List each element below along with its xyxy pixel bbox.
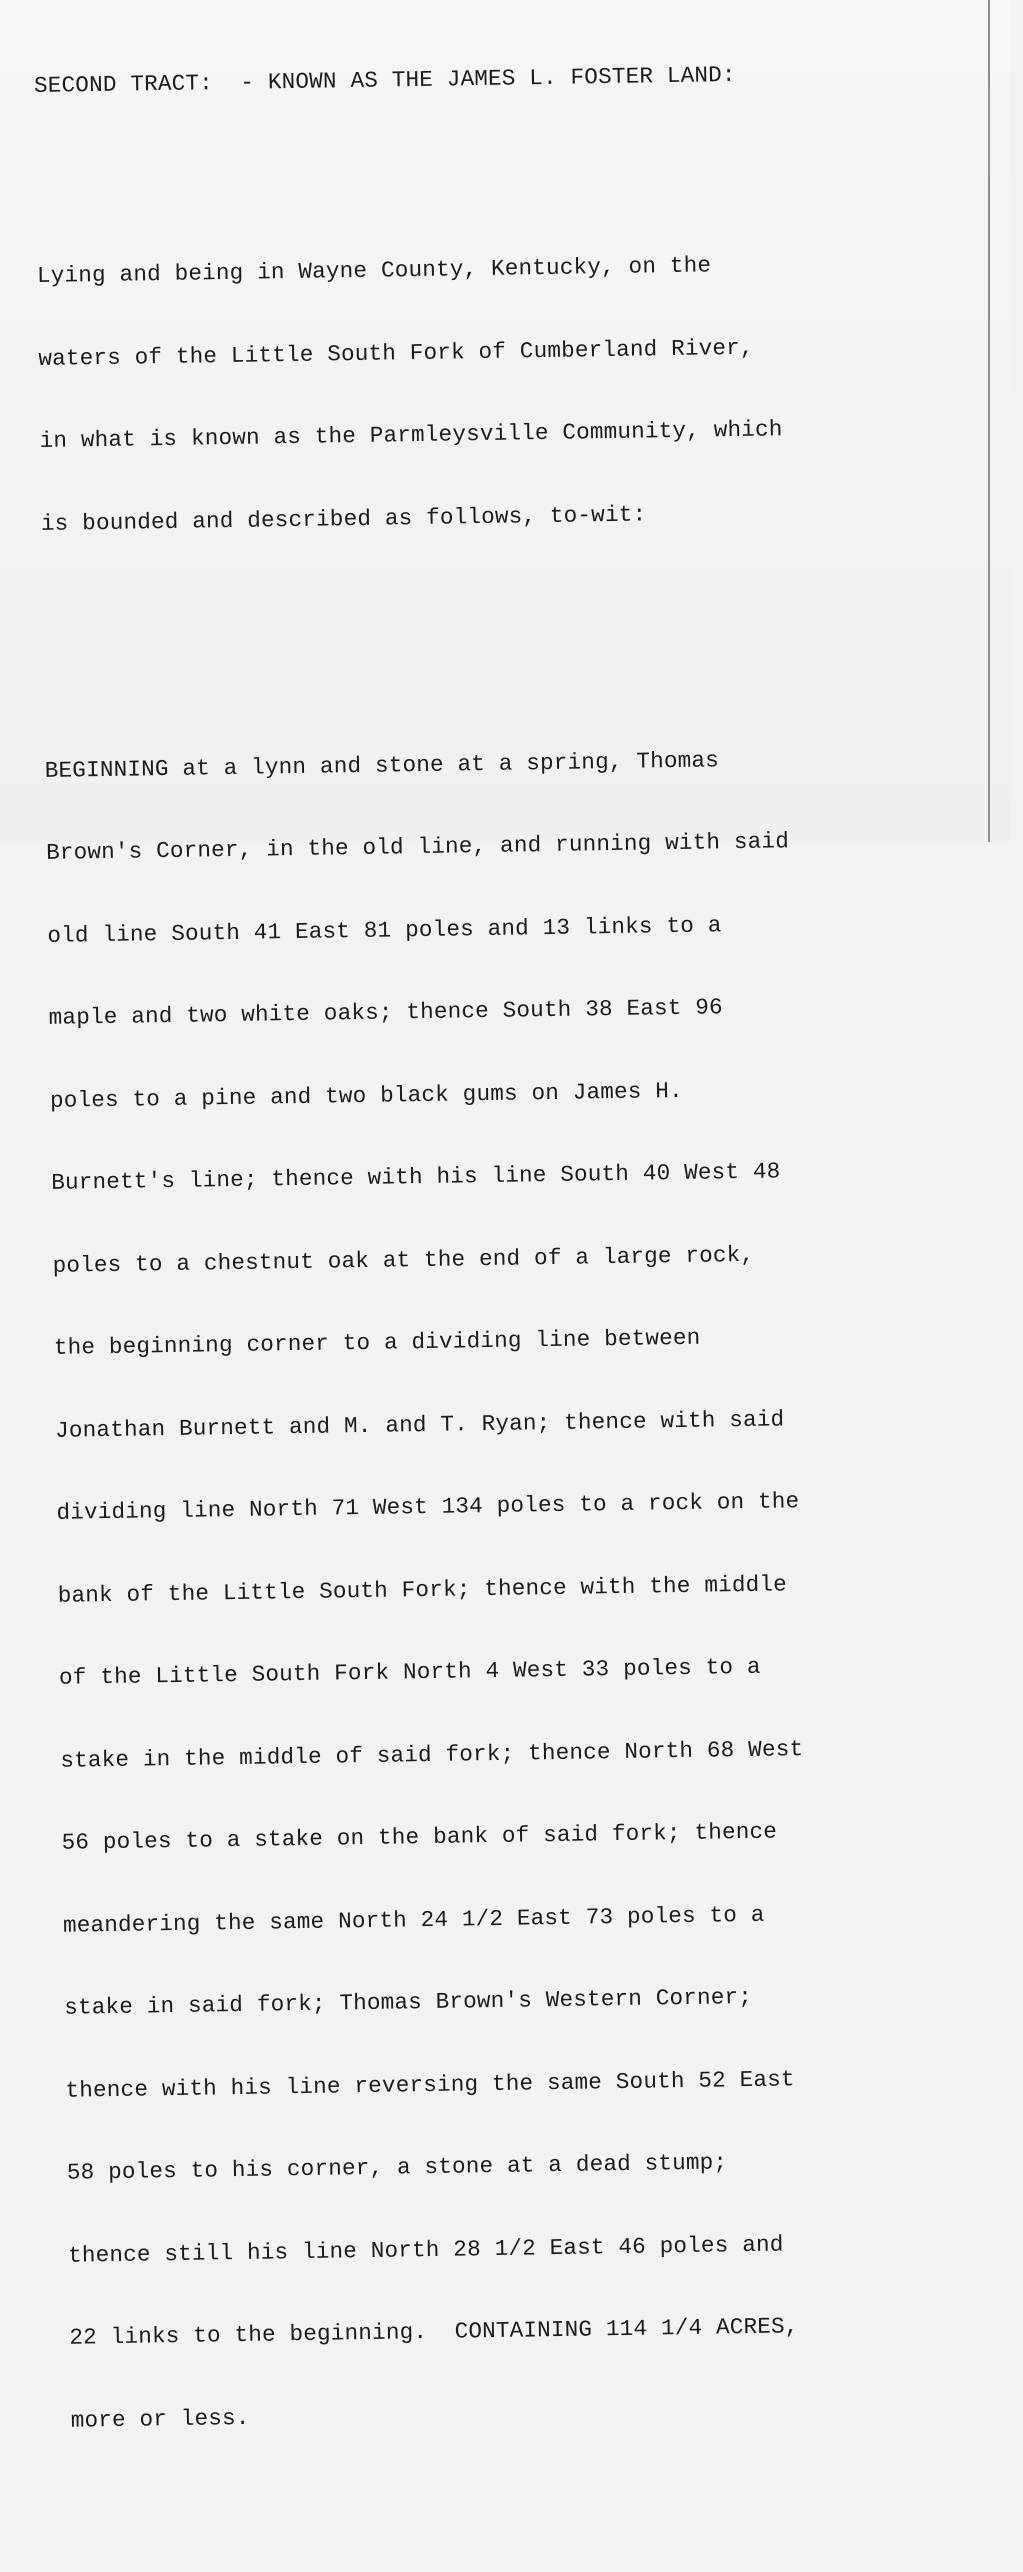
paragraph-line: BEGINNING at a lynn and stone at a spring, Thomas (44, 746, 720, 784)
paragraph-line: old line South 41 East 81 poles and 13 links to a (47, 911, 722, 949)
paragraph-line: poles to a chestnut oak at the end of a large rock, (52, 1241, 755, 1279)
boundary-description-paragraph (44, 687, 1022, 2489)
paragraph-line: poles to a pine and two black gums on James H. (49, 1077, 684, 1114)
paragraph-line: in what is known as the Parmleysville Community, which (39, 416, 783, 454)
document-body (33, 3, 1023, 2572)
paragraph-line: Burnett's line; thence with his line South 40 West 48 (51, 1158, 781, 1196)
paragraph-line: 22 links to the beginning. CONTAINING 114 1/4 ACRES, (69, 2313, 799, 2351)
paragraph-line: 58 poles to his corner, a stone at a dead stump; (66, 2149, 728, 2186)
paragraph-line: thence with his line reversing the same South 52 East (65, 2065, 795, 2104)
paragraph-line: 56 poles to a stake on the bank of said fork; thence (61, 1818, 778, 1856)
paragraph-line: Brown's Corner, in the old line, and running with said (45, 828, 790, 866)
paragraph-line: of the Little South Fork North 4 West 33 poles to a (58, 1653, 761, 1691)
paragraph-line: stake in said fork; Thomas Brown's Western Corner; (64, 1983, 753, 2021)
paragraph-line: Lying and being in Wayne County, Kentucky, on the (36, 252, 712, 289)
paragraph-line: more or less. (70, 2404, 250, 2434)
paragraph-line: is bounded and described as follows, to-wit: (40, 500, 647, 537)
paragraph-line: dividing line North 71 West 134 poles to a rock on the (56, 1488, 800, 1526)
paragraph-line: Jonathan Burnett and M. and T. Ryan; thence with said (54, 1405, 785, 1444)
paragraph-line: the beginning corner to a dividing line between (53, 1324, 701, 1361)
paragraph-line: meandering the same North 24 1/2 East 73 poles to a (62, 1901, 765, 1939)
paragraph-line: thence still his line North 28 1/2 East 46 poles and (67, 2230, 784, 2269)
paragraph-line: maple and two white oaks; thence South 38 East 96 (48, 994, 724, 1031)
tract-heading: SECOND TRACT: - KNOWN AS THE JAMES L. FOSTER LAND: (33, 61, 736, 99)
paragraph-line: waters of the Little South Fork of Cumberland River, (38, 334, 754, 372)
location-paragraph (36, 193, 992, 593)
paragraph-line: bank of the Little South Fork; thence with the middle (57, 1570, 788, 1609)
paragraph-line: stake in the middle of said fork; thence North 68 West (60, 1735, 804, 1774)
